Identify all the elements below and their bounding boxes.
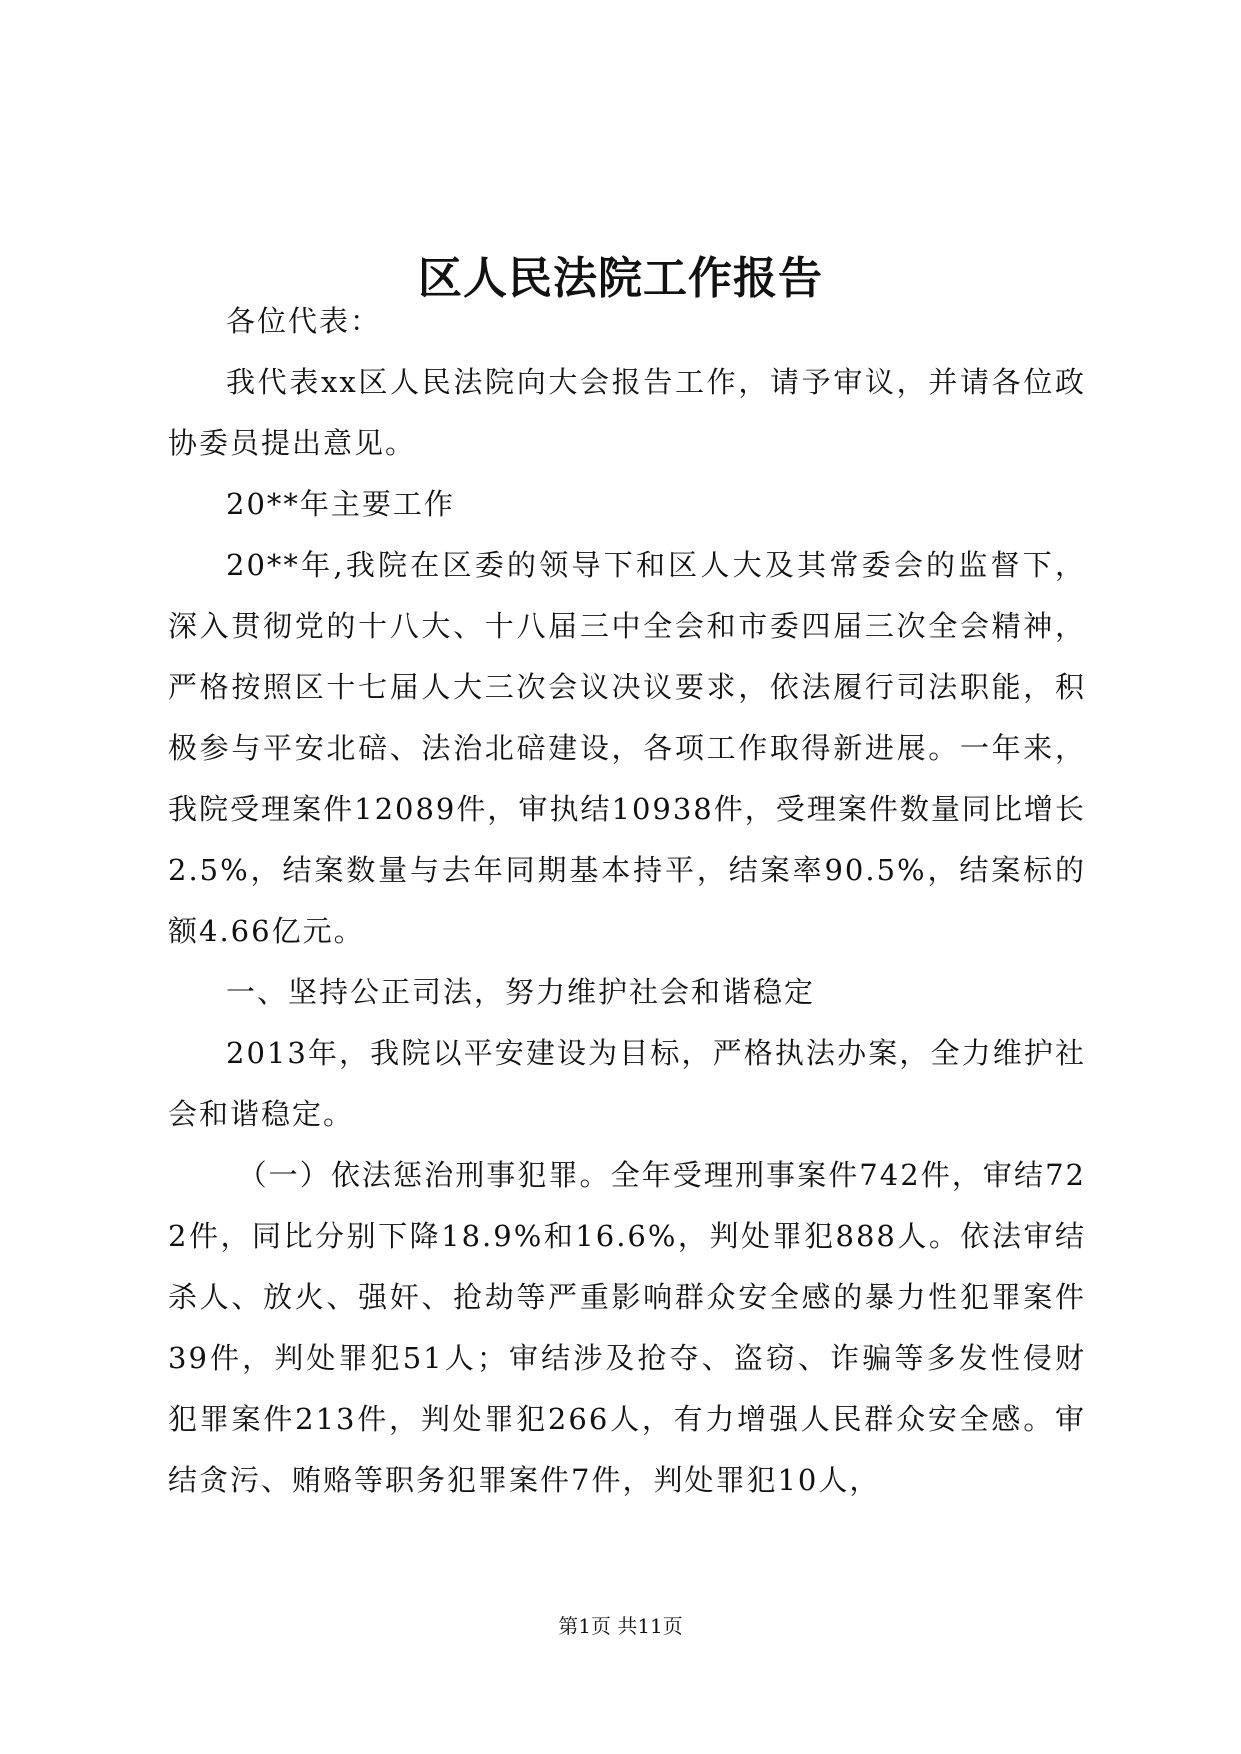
summary-paragraph: 20**年,我院在区委的领导下和区人大及其常委会的监督下，深入贯彻党的十八大、十八届三中全会和市委四届三次全会精神，严格按照区十七届人大三次会议决议要求，依法履行司法职能，积极参与平安北碚、法治北碚建设，各项工作取得新进展。一年来，我院受理案件12089件，审执结10938件，受理案件数量同比增长2.5%，结案数量与去年同期基本持平，结案率90.5%，结案标的额4.66亿元。 xyxy=(168,548,1086,948)
document-title: 区人民法院工作报告 xyxy=(418,253,823,305)
section-one-intro-paragraph: 2013年，我院以平安建设为目标，严格执法办案，全力维护社会和谐稳定。 xyxy=(168,1036,1086,1131)
criminal-cases-paragraph: （一）依法惩治刑事犯罪。全年受理刑事案件742件，审结722件，同比分别下降18.9%和16.6%，判处罪犯888人。依法审结杀人、放火、强奸、抢劫等严重影响群众安全感的暴力性犯罪案件39件，判处罪犯51人；审结涉及抢夺、盗窃、诈骗等多发性侵财犯罪案件213件，判处罪犯266人，有力增强人民群众安全感。审结贪污、贿赂等职务犯罪案件7件，判处罪犯10人， xyxy=(168,1158,1086,1497)
intro-paragraph: 我代表xx区人民法院向大会报告工作，请予审议，并请各位政协委员提出意见。 xyxy=(168,365,1086,460)
section-heading-main-work: 20**年主要工作 xyxy=(226,487,455,521)
document-body xyxy=(168,291,1086,1511)
page-number-footer: 第1页 共11页 xyxy=(558,1614,683,1638)
salutation-paragraph: 各位代表： xyxy=(226,304,382,338)
section-heading-one: 一、坚持公正司法，努力维护社会和谐稳定 xyxy=(226,975,816,1009)
